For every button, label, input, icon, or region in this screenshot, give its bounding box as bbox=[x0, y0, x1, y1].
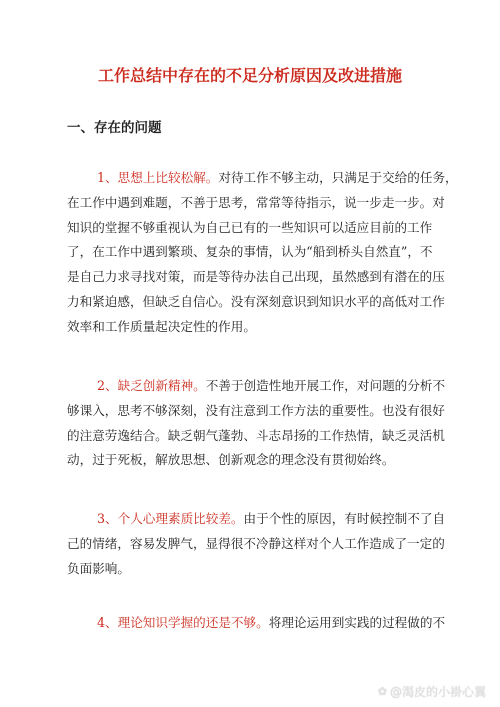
section-heading: 一、存在的问题 bbox=[67, 120, 162, 136]
paragraph-4 bbox=[67, 611, 446, 636]
paragraph-highlight: 2、缺乏创新精神。 bbox=[97, 378, 206, 393]
paragraph-line: 力和紧迫感，但缺乏自信心。没有深刻意识到知识水平的高低对工作 bbox=[67, 293, 445, 309]
bear-paw-icon: ✿ bbox=[377, 685, 387, 698]
paragraph-text: 不善于创造性地开展工作，对问题的分析不 bbox=[205, 378, 446, 393]
paragraph-3 bbox=[67, 507, 446, 581]
paragraph-highlight: 3、个人心理素质比较差。 bbox=[97, 511, 244, 526]
paragraph-line: 的注意劳逸结合。缺乏朝气蓬勃、斗志昂扬的工作热情，缺乏灵活机 bbox=[67, 427, 445, 443]
paragraph-text: 将理论运用到实践的过程做的不 bbox=[268, 615, 446, 630]
document-title: 工作总结中存在的不足分析原因及改进措施 bbox=[97, 66, 402, 85]
paragraph-line: 够课入，思考不够深刻，没有注意到工作方法的重要性。也没有很好 bbox=[67, 402, 445, 418]
paragraph-first-line bbox=[67, 507, 446, 532]
paragraph-line: 效率和工作质量起决定性的作用。 bbox=[67, 318, 256, 334]
paragraph-2 bbox=[67, 374, 446, 473]
paragraph-1 bbox=[67, 166, 458, 340]
paragraph-text: 由于个性的原因，有时候控制不了自 bbox=[243, 511, 446, 526]
paragraph-line: 了，在工作中遇到繁琐、复杂的事情，认为“船到桥头自然直”，不 bbox=[67, 244, 433, 260]
paragraph-line: 是自己力求寻找对策，而是等待办法自己出现，虽然感到有潜在的压 bbox=[67, 269, 445, 285]
paragraph-first-line bbox=[67, 611, 446, 636]
paragraph-line: 负面影响。 bbox=[67, 560, 130, 576]
paragraph-line: 知识的堂握不够重视认为自己已有的一些知识可以适应目前的工作 bbox=[67, 219, 433, 235]
paragraph-first-line bbox=[67, 374, 446, 399]
paragraph-highlight: 4、理论知识学握的还是不够。 bbox=[97, 615, 269, 630]
paragraph-highlight: 1、思想上比较松解。 bbox=[97, 170, 219, 185]
watermark bbox=[378, 683, 486, 700]
watermark-text: @渴皮的小褂心翼 bbox=[389, 685, 486, 699]
paragraph-first-line bbox=[67, 166, 458, 191]
paragraph-line: 在工作中遇到难题，不善于思考，常常等待指示，说一步走一步。对 bbox=[67, 194, 445, 210]
paragraph-line: 己的情绪，容易发脾气，显得很不冷静这样对个人工作造成了一定的 bbox=[67, 535, 445, 551]
paragraph-line: 动，过于死板，解放思想、创新观念的理念没有贯彻始终。 bbox=[67, 452, 395, 468]
paragraph-text: 对待工作不够主动，只满足于交给的任务， bbox=[218, 170, 458, 185]
